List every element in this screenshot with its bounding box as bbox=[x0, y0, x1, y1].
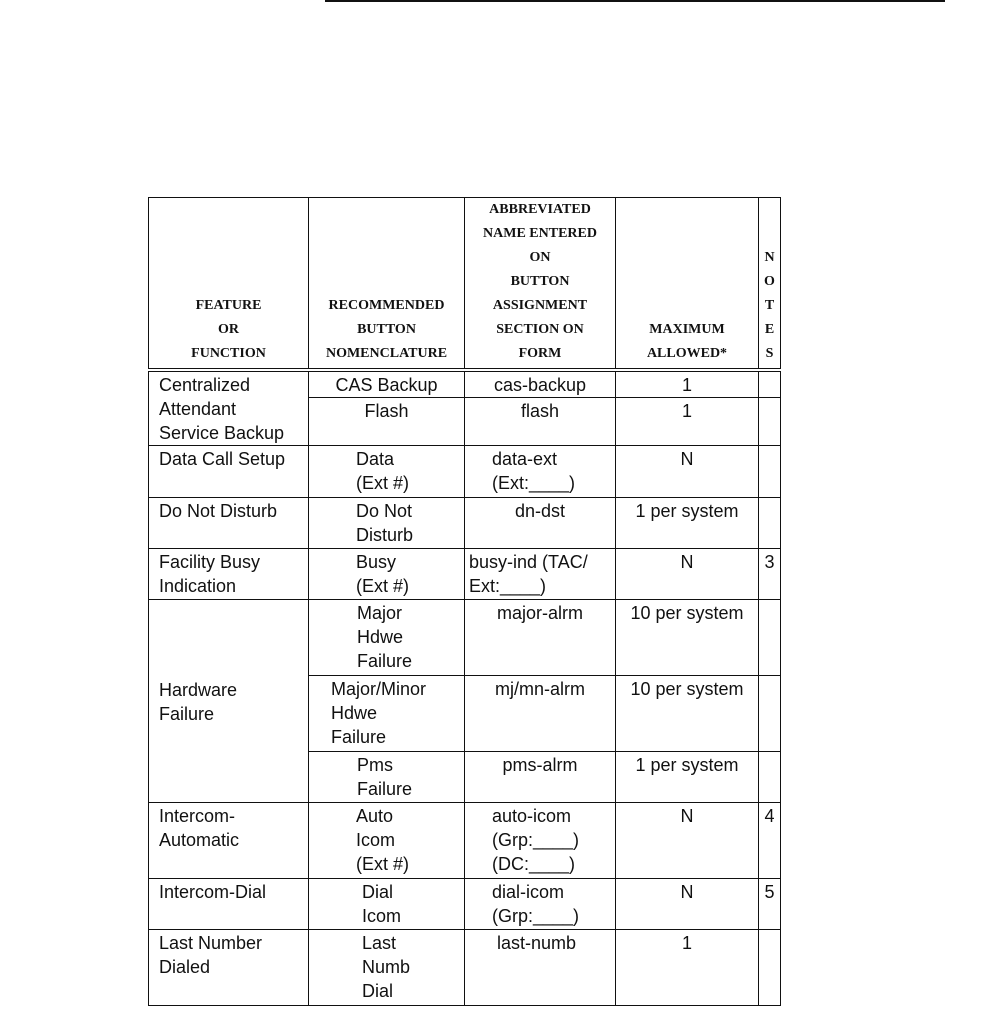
feature-cell: Facility Busy Indication bbox=[149, 549, 309, 600]
header-notes: N O T E S bbox=[759, 198, 781, 371]
abbreviated-name-cell: auto-icom (Grp:____) (DC:____) bbox=[465, 803, 616, 879]
abbreviated-name-cell: pms-alrm bbox=[465, 752, 616, 803]
table-row bbox=[149, 600, 781, 676]
header-maximum: MAXIMUM ALLOWED* bbox=[616, 198, 759, 371]
note-cell bbox=[759, 398, 781, 446]
feature-cell: Intercom- Automatic bbox=[149, 803, 309, 879]
feature-cell: Last Number Dialed bbox=[149, 930, 309, 1006]
feature-cell: Do Not Disturb bbox=[149, 498, 309, 549]
nomenclature-cell: Pms Failure bbox=[309, 752, 465, 803]
maximum-cell: 1 per system bbox=[616, 752, 759, 803]
table-row bbox=[149, 879, 781, 930]
maximum-cell: 1 bbox=[616, 930, 759, 1006]
feature-cell: Data Call Setup bbox=[149, 446, 309, 498]
note-cell bbox=[759, 752, 781, 803]
feature-cell: Hardware Failure bbox=[149, 600, 309, 803]
header-row bbox=[149, 198, 781, 371]
maximum-cell: 1 bbox=[616, 398, 759, 446]
maximum-cell: 1 bbox=[616, 370, 759, 398]
button-assignment-table bbox=[148, 197, 781, 1006]
abbreviated-name-cell: busy-ind (TAC/ Ext:____) bbox=[465, 549, 616, 600]
maximum-cell: N bbox=[616, 446, 759, 498]
table-row bbox=[149, 930, 781, 1006]
table-row bbox=[149, 446, 781, 498]
table-row bbox=[149, 803, 781, 879]
header-nomenclature: RECOMMENDED BUTTON NOMENCLATURE bbox=[309, 198, 465, 371]
maximum-cell: N bbox=[616, 549, 759, 600]
note-cell bbox=[759, 446, 781, 498]
maximum-cell: 1 per system bbox=[616, 498, 759, 549]
nomenclature-cell: Data (Ext #) bbox=[309, 446, 465, 498]
abbreviated-name-cell: last-numb bbox=[465, 930, 616, 1006]
note-cell bbox=[759, 600, 781, 676]
maximum-cell: 10 per system bbox=[616, 676, 759, 752]
note-cell: 4 bbox=[759, 803, 781, 879]
note-cell bbox=[759, 930, 781, 1006]
note-cell: 5 bbox=[759, 879, 781, 930]
nomenclature-cell: CAS Backup bbox=[309, 370, 465, 398]
note-cell bbox=[759, 676, 781, 752]
table-row bbox=[149, 498, 781, 549]
top-rule bbox=[325, 0, 945, 2]
note-cell bbox=[759, 498, 781, 549]
header-abbreviated-name: ABBREVIATED NAME ENTERED ON BUTTON ASSIGNMENT SECTION ON FORM bbox=[465, 198, 616, 371]
nomenclature-cell: Dial Icom bbox=[309, 879, 465, 930]
nomenclature-cell: Auto Icom (Ext #) bbox=[309, 803, 465, 879]
abbreviated-name-cell: dial-icom (Grp:____) bbox=[465, 879, 616, 930]
abbreviated-name-cell: major-alrm bbox=[465, 600, 616, 676]
feature-cell: Centralized Attendant Service Backup bbox=[149, 370, 309, 446]
abbreviated-name-cell: mj/mn-alrm bbox=[465, 676, 616, 752]
nomenclature-cell: Busy (Ext #) bbox=[309, 549, 465, 600]
abbreviated-name-cell: dn-dst bbox=[465, 498, 616, 549]
nomenclature-cell: Do Not Disturb bbox=[309, 498, 465, 549]
nomenclature-cell: Flash bbox=[309, 398, 465, 446]
abbreviated-name-cell: cas-backup bbox=[465, 370, 616, 398]
note-cell bbox=[759, 370, 781, 398]
note-cell: 3 bbox=[759, 549, 781, 600]
table-row bbox=[149, 370, 781, 398]
maximum-cell: N bbox=[616, 879, 759, 930]
nomenclature-cell: Major/Minor Hdwe Failure bbox=[309, 676, 465, 752]
header-feature: FEATURE OR FUNCTION bbox=[149, 198, 309, 371]
feature-cell: Intercom-Dial bbox=[149, 879, 309, 930]
maximum-cell: N bbox=[616, 803, 759, 879]
nomenclature-cell: Last Numb Dial bbox=[309, 930, 465, 1006]
nomenclature-cell: Major Hdwe Failure bbox=[309, 600, 465, 676]
table-row bbox=[149, 549, 781, 600]
abbreviated-name-cell: data-ext (Ext:____) bbox=[465, 446, 616, 498]
abbreviated-name-cell: flash bbox=[465, 398, 616, 446]
maximum-cell: 10 per system bbox=[616, 600, 759, 676]
